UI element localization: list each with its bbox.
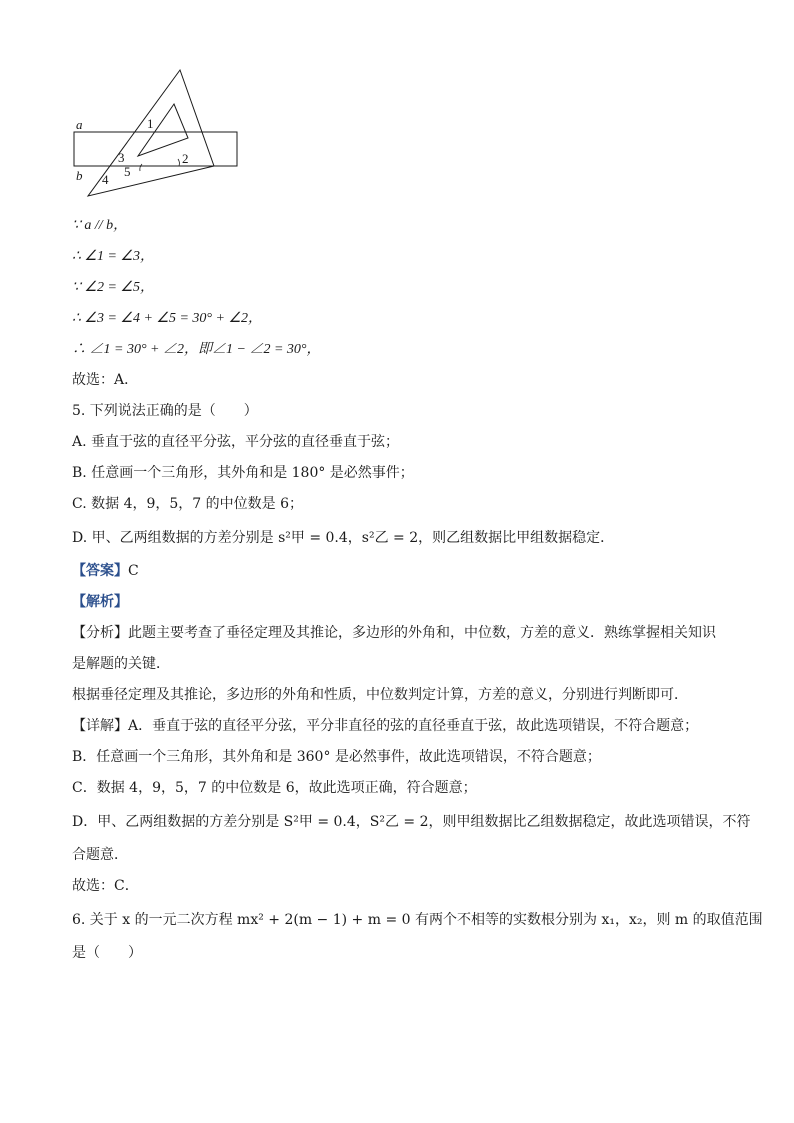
conclusion: 故选：C． [72,878,139,894]
solution-line: ∴ ∠3 = ∠4 + ∠5 = 30° + ∠2， [72,311,262,326]
inner-triangle [138,104,188,156]
label-4: 4 [102,172,109,187]
solution-line: ∴ ∠1 = ∠3， [72,249,154,264]
solution-line: ∴ ∠1 = 30° + ∠2，即∠1 − ∠2 = 30°， [72,342,321,357]
label-a: a [76,117,83,132]
analysis-tag: 【解析】 [72,594,128,610]
question-5-stem: 5. 下列说法正确的是（ ） [72,403,258,419]
label-3: 3 [118,150,125,165]
label-2: 2 [182,151,189,166]
option-a: A. 垂直于弦的直径平分弦，平分弦的直径垂直于弦； [72,434,400,450]
question-6-stem-cont: 是（ ） [72,945,142,961]
solution-choice: 故选：A． [72,372,139,388]
detail-d-cont: 合题意． [72,847,128,863]
detail-c: C．数据 4，9，5，7 的中位数是 6，故此选项正确，符合题意； [72,780,477,796]
method-line: 根据垂径定理及其推论，多边形的外角和性质，中位数判定计算，方差的意义，分别进行判断即可． [72,687,688,703]
document-body [72,210,763,969]
detail-a-line [72,711,732,742]
answer-tag: 【答案】 [72,563,128,579]
xiangjie-tag: 【详解】 [72,718,128,734]
question-6-stem: 6. 关于 x 的一元二次方程 mx² + 2(m − 1) + m = 0 有两个不相等的实数根分别为 x₁，x₂，则 m 的取值范围 [72,912,763,928]
label-b: b [76,168,83,183]
geometry-figure [66,66,246,200]
detail-d: D．甲、乙两组数据的方差分别是 S²甲 = 0.4，S²乙 = 2，则甲组数据比乙组数据稳定，故此选项错误，不符 [72,814,751,830]
label-5: 5 [124,164,131,179]
ruler-triangle-diagram [66,66,246,200]
fenxi-line [72,618,732,649]
detail-a: A．垂直于弦的直径平分弦，平分非直径的弦的直径垂直于弦，故此选项错误，不符合题意； [128,718,699,734]
fenxi-line-2: 是解题的关键． [72,656,170,672]
label-1: 1 [147,116,154,131]
solution-line: ∵ a // b， [72,218,128,233]
angle-arc-5 [140,164,142,171]
option-c: C. 数据 4，9，5，7 的中位数是 6； [72,496,303,512]
option-b: B. 任意画一个三角形，其外角和是 180° 是必然事件； [72,465,414,481]
detail-b: B．任意画一个三角形，其外角和是 360° 是必然事件，故此选项错误，不符合题意； [72,749,601,765]
answer-value: C [128,563,139,579]
fenxi-text: 此题主要考查了垂径定理及其推论，多边形的外角和，中位数，方差的意义．熟练掌握相关知识 [128,625,716,641]
option-d: D. 甲、乙两组数据的方差分别是 s²甲 = 0.4，s²乙 = 2，则乙组数据比甲组数据稳定． [72,530,615,546]
fenxi-tag: 【分析】 [72,625,128,641]
analysis-heading [72,587,732,618]
answer-line [72,556,732,587]
angle-arc-2 [178,159,179,166]
solution-line: ∵ ∠2 = ∠5， [72,280,154,295]
